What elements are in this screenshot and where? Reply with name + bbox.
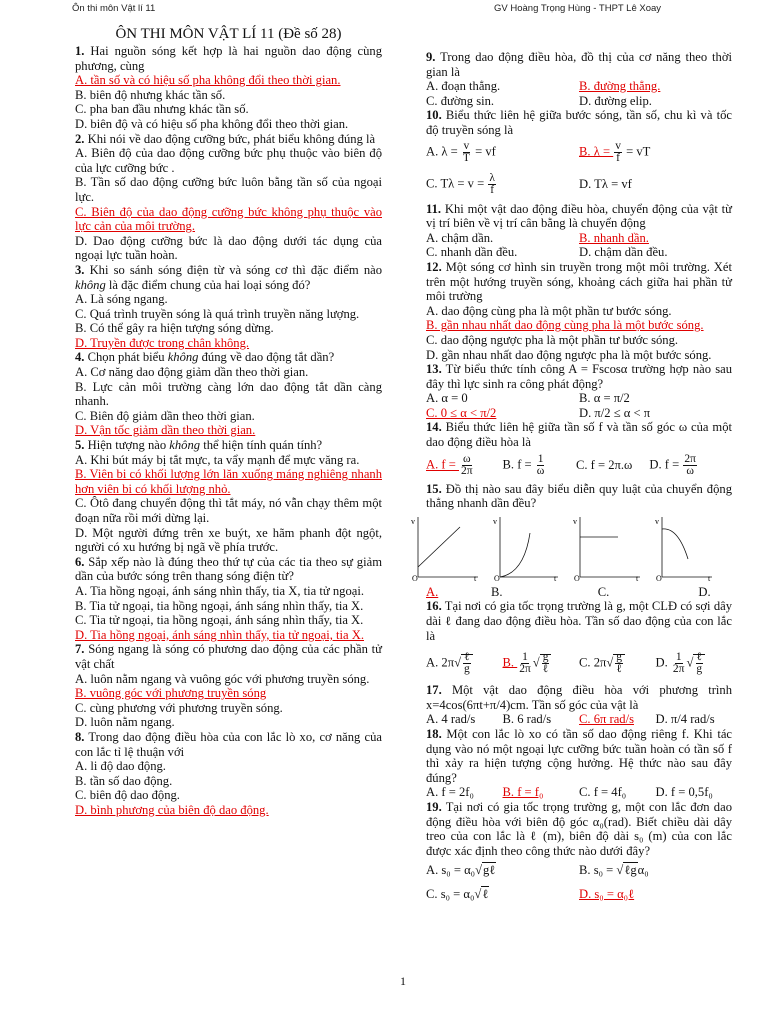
q6-answer-b: B. Tia tử ngoại, tia hồng ngoại, ánh sáng nhìn thấy, tia X. (75, 598, 364, 613)
q19-answer-a: A. s₀ = α₀√gℓ (426, 863, 496, 878)
q4-answer-a: A. Cơ năng dao động giảm dần theo thời gian. (75, 365, 309, 380)
svg-text:v: v (573, 516, 577, 526)
q16-answer-b: B. $\frac{1}{2\pi}$ √ $\frac{g}{\text{ℓ}}$ (503, 652, 580, 675)
graph-b (493, 517, 558, 583)
question-17: 17. Một vật dao động điều hòa với phương trình x=4cos(6πt+π/4)cm. Tần số góc của vật là (426, 683, 732, 712)
q7-answer-b: B. vuông góc với phương truyền sóng (75, 686, 267, 701)
q11-answer-b: B. nhanh dần. (579, 230, 649, 245)
question-1: 1. Hai nguồn sóng kết hợp là hai nguồn dao động cùng phương, cùng (75, 44, 382, 73)
q16-answer-c: C. 2π√ $\frac{g}{\text{ℓ}}$ (579, 652, 656, 675)
svg-text:t: t (636, 573, 639, 583)
svg-text:v: v (493, 516, 497, 526)
question-18: 18. Một con lắc lò xo có tần số dao động riêng f. Khi tác dụng vào nó một ngoại lực cưỡng bức tuần hoàn có tần số f thì xảy ra hiện tượng cộng hưởng. Hệ thức nào sau đây đúng? (426, 727, 732, 785)
q3-answer-d: D. Truyền được trong chân không. (75, 335, 250, 350)
q15-answer-c: C. (597, 584, 610, 599)
q18-answer-b: B. f = f₀ (502, 785, 544, 800)
q15-answer-b: B. (491, 584, 503, 599)
q5-answer-b: B. Viên bi có khối lượng lớn lăn xuống máng nghiêng nhanh hơn viên bi có khối lượng nhỏ. (75, 467, 382, 496)
q3-answer-a: A. Là sóng ngang. (75, 292, 168, 307)
q16-answer-d: D. $\frac{1}{2\pi}$ √ $\frac{\text{ℓ}}{g}$ (656, 652, 733, 675)
q12-answer-a: A. dao động cùng pha là một phần tư bước sóng. (426, 303, 672, 318)
q5-answer-a: A. Khi bút máy bị tắt mực, ta vẩy mạnh để mực văng ra. (75, 452, 360, 467)
question-11: 11. Khi một vật dao động điều hòa, chuyển động của vật từ vị trí biên về vị trí cân bằng là chuyển động (426, 201, 732, 231)
question-19: 19. Tại nơi có gia tốc trọng trường g, một con lắc đơn dao động điều hòa với biên độ góc α₀(rad). Biết chiều dài dây treo của con lắc là ℓ (m), biên độ dài s₀ (m) của con lắc được xác định theo công thức nào dưới đây? (426, 799, 732, 858)
q7-answer-c: C. cùng phương với phương truyền sóng. (75, 700, 283, 715)
q16-answer-a: A. 2π√ $\frac{\text{ℓ}}{g}$ (426, 652, 503, 675)
question-7: 7. Sóng ngang là sóng có phương dao động của các phần tử vật chất (75, 642, 382, 671)
question-6: 6. Sắp xếp nào là đúng theo thứ tự của các tia theo sự giảm dần của bước sóng trên thang sóng điện từ? (75, 554, 382, 584)
q11-answer-a: A. chậm dần. (426, 230, 494, 245)
q12-answer-b: B. gần nhau nhất dao động cùng pha là một bước sóng. (426, 318, 704, 333)
q15-graphs-svg (408, 515, 714, 587)
q2-answer-d: D. Dao động cưỡng bức là dao động dưới tác dụng của ngoại lực tuần hoàn. (75, 233, 382, 263)
q11-answer-c: C. nhanh dần đều. (426, 245, 518, 260)
q5-answer-c: C. Ôtô đang chuyển động thì tắt máy, nó vẫn chạy thêm một đoạn nữa rồi mới dừng lại. (75, 496, 382, 525)
q13-answer-a: A. α = 0 (426, 391, 468, 406)
q3-answer-b: C. Quá trình truyền sóng là quá trình truyền năng lượng. (75, 306, 360, 321)
question-4: 4. Chọn phát biểu không đúng về dao động tắt dần? (75, 350, 335, 365)
q19-answer-b: B. s₀ = √ℓgα₀ (579, 863, 649, 878)
q10-answer-d: D. Tλ = vf (579, 177, 632, 192)
q17-answer-d: D. π/4 rad/s (655, 712, 715, 727)
q10-answer-b: B. λ = $\frac{v}{f}$ = vT (579, 140, 651, 165)
q10-answer-a: A. λ = $\frac{v}{T}$ = vf (426, 140, 496, 165)
q6-answer-c: C. Tia tử ngoại, tia hồng ngoại, ánh sáng nhìn thấy, tia X. (75, 613, 364, 628)
graph-a (411, 517, 478, 583)
q9-answer-a: A. đoạn thẳng. (426, 79, 501, 94)
q1-answer-d: D. biên độ và có hiệu số pha không đổi theo thời gian. (75, 116, 349, 131)
q13-answer-b: B. α = π/2 (579, 391, 630, 406)
q8-answer-a: A. li độ dao động. (75, 759, 166, 774)
q17-answer-a: A. 4 rad/s (426, 712, 476, 727)
q7-answer-a: A. luôn nằm ngang và vuông góc với phương truyền sóng. (75, 671, 370, 686)
q15-answer-d: D. (698, 584, 711, 599)
right-column (411, 50, 732, 906)
q6-answer-d: D. Tia hồng ngoại, ánh sáng nhìn thấy, tia tử ngoại, tia X. (75, 627, 364, 642)
q18-answer-a: A. f = 2f₀ (426, 785, 474, 800)
left-column (75, 26, 382, 817)
q18-answer-d: D. f = 0,5f₀ (655, 785, 713, 800)
q13-answer-d: D. π/2 ≤ α < π (579, 405, 651, 420)
header-right: GV Hoàng Trọng Hùng - THPT Lê Xoay (494, 3, 662, 14)
question-9: 9. Trong dao động điều hòa, đồ thị của cơ năng theo thời gian là (426, 50, 732, 79)
svg-text:O: O (574, 573, 580, 583)
svg-text:v: v (655, 516, 659, 526)
q1-answer-c: C. pha ban đầu nhưng khác tần số. (75, 102, 249, 117)
q2-answer-a: A. Biên độ của dao động cưỡng bức phụ thuộc vào biên độ của lực cưỡng bức . (75, 146, 382, 175)
q14-answer-c: C. f = 2π.ω (575, 458, 633, 473)
q9-answer-b: B. đường thẳng. (579, 79, 661, 94)
question-14: 14. Biểu thức liên hệ giữa tần số f và tần số góc ω của một dao động điều hòa là (426, 420, 732, 450)
svg-text:O: O (412, 573, 418, 583)
header-left: Ôn thi môn Vật lí 11 (72, 3, 156, 14)
q11-answer-d: D. chậm dần đều. (579, 245, 668, 260)
svg-text:t: t (708, 573, 711, 583)
question-15: 15. Đồ thị nào sau đây biểu diễn quy luật của chuyển động thẳng nhanh dần đều? (426, 481, 732, 511)
q17-answer-b: B. 6 rad/s (502, 712, 552, 727)
question-5: 5. Hiện tượng nào không thể hiện tính quán tính? (75, 438, 323, 453)
q12-answer-d: D. gần nhau nhất dao động ngược pha là một bước sóng. (426, 347, 712, 362)
q9-answer-d: D. đường elip. (579, 93, 652, 108)
svg-text:v: v (411, 516, 415, 526)
q14-answer-b: B. f = $\frac{1}{\omega}$ (502, 453, 545, 478)
q5-answer-d: D. Một người đứng trên xe buýt, xe hãm phanh đột ngột, người có xu hướng bị ngã về phía trước. (75, 525, 382, 555)
q1-answer-b: B. biên độ nhưng khác tần số. (75, 87, 226, 102)
svg-text:t: t (474, 573, 477, 583)
q2-answer-c: C. Biên độ của dao động cưỡng bức không phụ thuộc vào lực cản của môi trường. (75, 204, 382, 234)
q7-answer-d: D. luôn nằm ngang. (75, 715, 175, 730)
q1-answer-a: A. tần số và có hiệu số pha không đổi theo thời gian. (75, 73, 341, 88)
question-3: 3. Khi so sánh sóng điện từ và sóng cơ thì đặc điểm nào không là đặc điểm chung của hai loại sóng đó? (75, 262, 382, 292)
q4-answer-c: C. Biên độ giảm dần theo thời gian. (75, 408, 255, 423)
q15-answer-a: A. (426, 584, 439, 599)
q14-answer-a: A. f = $\frac{\omega}{2\pi}$ (426, 453, 473, 478)
q19-answer-d: D. s₀ = α₀ℓ (579, 887, 635, 902)
question-2: 2. Khi nói về dao động cưỡng bức, phát biểu không đúng là (75, 131, 376, 146)
q4-answer-d: D. Vận tốc giảm dần theo thời gian. (75, 423, 256, 438)
q2-answer-b: B. Tần số dao động cưỡng bức luôn bằng tần số của ngoại lực. (75, 175, 382, 204)
page-number: 1 (400, 974, 406, 988)
q12-answer-c: C. dao động ngược pha là một phần tư bước sóng. (426, 332, 679, 347)
q17-answer-c: C. 6π rad/s (579, 712, 634, 727)
q18-answer-c: C. f = 4f₀ (579, 785, 627, 800)
q6-answer-a: A. Tia hồng ngoại, ánh sáng nhìn thấy, tia X, tia tử ngoại. (75, 583, 364, 598)
graph-c (573, 517, 640, 583)
q14-answer-d: D. f = $\frac{2\pi}{\omega}$ (649, 453, 696, 478)
q10-answer-c: C. Tλ = v = $\frac{\lambda}{f}$ (426, 172, 495, 197)
question-8: 8. Trong dao động điều hòa của con lắc lò xo, cơ năng của con lắc tỉ lệ thuận với (75, 729, 382, 759)
svg-text:O: O (656, 573, 662, 583)
q8-answer-b: B. tần số dao động. (75, 773, 173, 788)
q9-answer-c: C. đường sin. (426, 93, 495, 108)
question-12: 12. Một sóng cơ hình sin truyền trong một môi trường. Xét trên một hướng truyền sóng, khoảng cách giữa hai phần tử môi trường (426, 259, 732, 304)
graph-d (655, 517, 712, 583)
question-10: 10. Biểu thức liên hệ giữa bước sóng, tần số, chu kì và tốc độ truyền sóng là (426, 108, 732, 137)
q8-answer-c: C. biên độ dao động. (75, 788, 180, 803)
svg-text:t: t (554, 573, 557, 583)
q19-answer-c: C. s₀ = α₀√ℓ (426, 887, 489, 902)
q3-answer-c: B. Có thể gây ra hiện tượng sóng dừng. (75, 321, 274, 336)
page-title: ÔN THI MÔN VẬT LÍ 11 (Đề số 28) (115, 26, 342, 42)
q8-answer-d: D. bình phương của biên độ dao động. (75, 802, 269, 817)
q15-graphs (411, 515, 732, 585)
question-16: 16. Tại nơi có gia tốc trọng trường là g, một CLĐ có sợi dây dài ℓ đang dao động điều hòa. Tần số dao động của con lắc là (426, 599, 732, 643)
q4-answer-b: B. Lực cản môi trường càng lớn dao động tắt dần càng nhanh. (75, 379, 382, 409)
question-13: 13. Từ biểu thức tính công A = Fscosα trường hợp nào sau đây thì lực sinh ra công phát động? (426, 362, 732, 391)
svg-text:O: O (494, 573, 500, 583)
q13-answer-c: C. 0 ≤ α < π/2 (426, 405, 497, 420)
